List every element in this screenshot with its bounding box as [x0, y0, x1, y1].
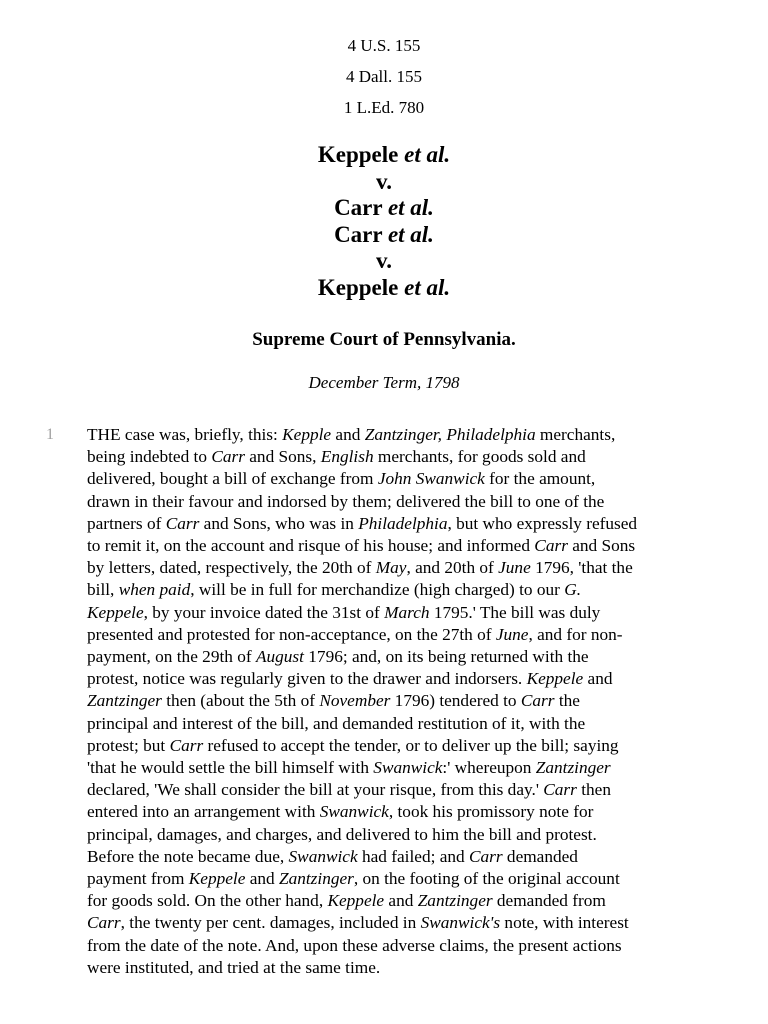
text-run: entered into an arrangement with: [87, 802, 320, 822]
text-run: and Sons, who was in: [199, 513, 359, 533]
text-run: had failed; and: [357, 846, 469, 866]
text-run: demanded: [502, 846, 578, 866]
party-name: Keppele: [317, 142, 399, 167]
versus: v.: [376, 248, 392, 274]
text-run: payment from: [87, 869, 189, 889]
case-title: [0, 142, 768, 302]
italic-term: Carr: [543, 780, 577, 800]
paragraph-line: [87, 935, 727, 957]
et-al: et al.: [404, 274, 451, 300]
paragraph-line: [87, 912, 727, 934]
italic-term: G.: [564, 580, 582, 600]
italic-term: Keppele: [188, 869, 246, 889]
italic-term: Swanwick: [373, 758, 443, 778]
paragraph-line: [87, 890, 727, 912]
text-run: , and for non-: [528, 624, 623, 644]
paragraph-line: [87, 535, 727, 557]
paragraph-line: [87, 557, 727, 579]
italic-term: June: [498, 558, 531, 578]
paragraph-line: [87, 468, 727, 490]
text-run: principal, damages, and charges, and delivered to him the bill and protest.: [87, 824, 597, 844]
paragraph-line: [87, 735, 727, 757]
citation-lawyers-edition: 1 L.Ed. 780: [343, 98, 425, 117]
party-line: [0, 275, 768, 302]
text-run: to remit it, on the account and risque of his house; and informed: [87, 536, 535, 556]
text-run: being indebted to: [87, 447, 212, 467]
italic-term: Carr: [468, 846, 503, 866]
text-run: for the amount,: [484, 469, 596, 489]
text-run: 1796) tendered to: [390, 691, 521, 711]
italic-term: Keppele: [87, 602, 144, 622]
paragraph-line: [87, 690, 727, 712]
italic-term: Zantzinger: [417, 891, 493, 911]
italic-term: Swanwick: [319, 802, 389, 822]
text-run: Before the note became due,: [87, 846, 289, 866]
text-run: the: [554, 691, 580, 711]
party-line: [0, 142, 768, 169]
text-run: for goods sold. On the other hand,: [87, 891, 328, 911]
paragraph-line: [87, 646, 727, 668]
italic-term: Swanwick: [288, 846, 358, 866]
italic-term: Carr: [165, 513, 200, 533]
court-term: December Term, 1798: [308, 373, 460, 392]
text-run: and: [384, 891, 418, 911]
text-run: and: [583, 669, 613, 689]
text-run: then: [576, 780, 611, 800]
italic-term: June: [495, 624, 529, 644]
text-run: 1796; and, on its being returned with the: [303, 647, 589, 667]
party-name: Carr: [334, 195, 383, 221]
italic-term: Zantzinger: [278, 869, 354, 889]
text-run: , took his promissory note for: [388, 802, 594, 822]
italic-term: Carr: [211, 447, 245, 467]
paragraph-line: [87, 491, 727, 513]
text-run: , the twenty per cent. damages, included in: [120, 913, 421, 933]
text-run: and Sons,: [244, 447, 321, 467]
text-run: , on the footing of the original account: [353, 869, 620, 889]
party-name: Keppele: [317, 274, 399, 300]
text-run: then (about the 5th of: [161, 691, 320, 711]
text-run: delivered, bought a bill of exchange from: [87, 469, 378, 489]
paragraph-line: [87, 824, 727, 846]
italic-term: English: [320, 447, 374, 467]
italic-term: May: [375, 558, 407, 578]
italic-term: John Swanwick: [377, 469, 485, 489]
et-al: et al.: [387, 195, 434, 221]
text-run: refused to accept the tender, or to deliver up the bill; saying: [203, 735, 619, 755]
italic-term: August: [255, 647, 304, 667]
text-run: merchants,: [535, 425, 616, 444]
paragraph-number: 1: [46, 426, 54, 443]
italic-term: Zantzinger: [535, 758, 611, 778]
party-line: [0, 222, 768, 249]
text-run: declared, 'We shall consider the bill at your risque, from this day.': [87, 780, 544, 800]
italic-term: Keppele: [327, 891, 385, 911]
text-run: 1795.' The bill was duly: [429, 602, 601, 622]
text-run: were instituted, and tried at the same time.: [87, 957, 381, 977]
paragraph-line: [87, 513, 727, 535]
text-run: drawn in their favour and indorsed by them; delivered the bill to one of the: [87, 491, 605, 511]
paragraph-line: [87, 602, 727, 624]
paragraph-line: [87, 868, 727, 890]
party-name: Carr: [334, 221, 383, 247]
text-run: :' whereupon: [442, 758, 536, 778]
italic-term: Carr: [534, 536, 568, 556]
citation-us-reports: 4 U.S. 155: [347, 36, 421, 55]
citation-dallas: 4 Dall. 155: [345, 67, 423, 86]
paragraph-line: [87, 579, 727, 601]
italic-term: Swanwick's: [420, 913, 501, 933]
italic-term: when paid: [118, 580, 191, 600]
italic-term: Zantzinger, Philadelphia: [364, 425, 536, 444]
text-run: 'that he would settle the bill himself with: [87, 758, 374, 778]
court-name: Supreme Court of Pennsylvania.: [252, 329, 516, 350]
italic-term: Keppele: [526, 669, 584, 689]
paragraph-line: [87, 668, 727, 690]
paragraph-line: [87, 446, 727, 468]
text-run: and Sons: [567, 536, 636, 556]
text-run: principal and interest of the bill, and demanded restitution of it, with the: [87, 713, 586, 733]
text-run: demanded from: [492, 891, 606, 911]
text-run: protest, notice was regularly given to the drawer and indorsers.: [87, 669, 527, 689]
text-run: , but who expressly refused: [447, 513, 638, 533]
italic-term: Carr: [169, 735, 204, 755]
italic-term: Zantzinger: [87, 691, 162, 711]
italic-term: Carr: [87, 913, 121, 933]
italic-term: Kepple: [282, 425, 332, 444]
text-run: from the date of the note. And, upon these adverse claims, the present actions: [87, 935, 622, 955]
text-run: by letters, dated, respectively, the 20th of: [87, 558, 376, 578]
paragraph-line: [87, 757, 727, 779]
text-run: protest; but: [87, 735, 170, 755]
versus: v.: [376, 168, 392, 194]
text-run: 1796, 'that the: [530, 558, 633, 578]
paragraph-line: [87, 779, 727, 801]
paragraph-line: [87, 846, 727, 868]
text-run: and: [331, 425, 365, 444]
text-run: merchants, for goods sold and: [373, 447, 586, 467]
text-run: , by your invoice dated the 31st of: [143, 602, 385, 622]
party-line: [0, 195, 768, 222]
text-run: partners of: [87, 513, 166, 533]
text-run: , and 20th of: [406, 558, 499, 578]
italic-term: Philadelphia: [358, 513, 448, 533]
paragraph-line: [87, 424, 727, 446]
italic-term: Carr: [520, 691, 555, 711]
text-run: bill,: [87, 580, 119, 600]
paragraph-line: [87, 957, 727, 979]
paragraph-line: [87, 624, 727, 646]
et-al: et al.: [404, 142, 451, 167]
paragraph-body: [87, 424, 727, 979]
text-run: note, with interest: [500, 913, 629, 933]
paragraph-line: [87, 713, 727, 735]
text-run: payment, on the 29th of: [87, 647, 256, 667]
text-run: and: [245, 869, 279, 889]
text-run: presented and protested for non-acceptance, on the 27th of: [87, 624, 496, 644]
italic-term: March: [384, 602, 430, 622]
italic-term: November: [319, 691, 391, 711]
text-run: THE case was, briefly, this:: [87, 425, 283, 444]
text-run: , will be in full for merchandize (high charged) to our: [190, 580, 565, 600]
paragraph-line: [87, 801, 727, 823]
et-al: et al.: [387, 221, 434, 247]
citation-list: [0, 34, 768, 127]
